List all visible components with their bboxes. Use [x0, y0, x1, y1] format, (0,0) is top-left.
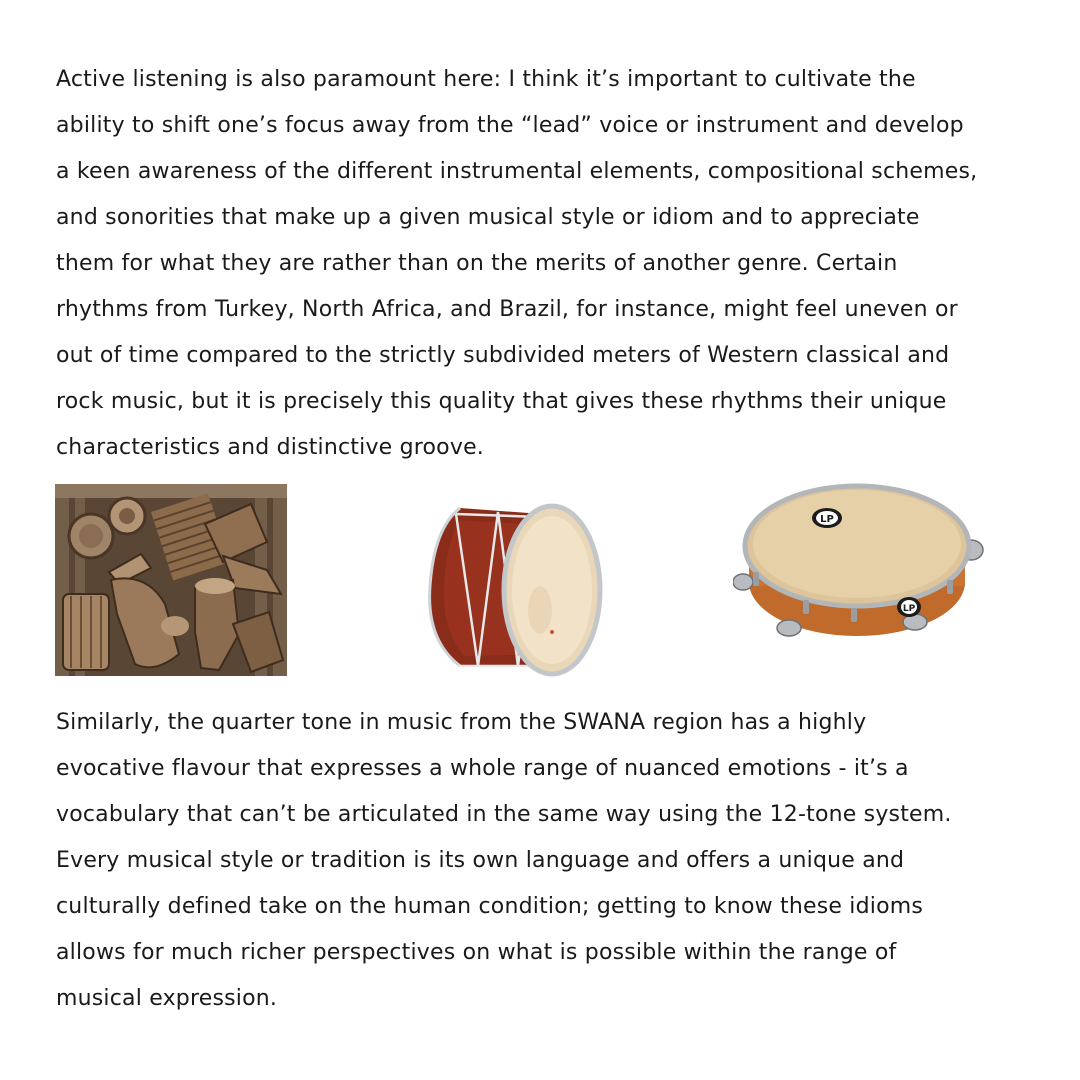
lp-logo: [812, 508, 842, 528]
text-line: allows for much richer perspectives on what is possible within the range of: [56, 940, 897, 965]
text-line: Every musical style or tradition is its own language and offers a unique and: [56, 848, 905, 873]
text-line: a keen awareness of the different instrumental elements, compositional schemes,: [56, 159, 978, 184]
text-line: vocabulary that can’t be articulated in the same way using the 12-tone system.: [56, 802, 952, 827]
lp-logo: [897, 597, 921, 617]
pandeiro-photo: [733, 482, 993, 647]
text-line: Similarly, the quarter tone in music from the SWANA region has a highly: [56, 710, 867, 735]
text-line: Active listening is also paramount here: I think it’s important to cultivate the: [56, 67, 916, 92]
text-line: ability to shift one’s focus away from the “lead” voice or instrument and develop: [56, 113, 964, 138]
text-line: out of time compared to the strictly subdivided meters of Western classical and: [56, 343, 950, 368]
text-line: evocative flavour that expresses a whole range of nuanced emotions - it’s a: [56, 756, 909, 781]
text-line: musical expression.: [56, 986, 278, 1011]
davul-drum-photo: [420, 490, 615, 680]
african-drums-photo: [55, 484, 287, 676]
text-line: culturally defined take on the human condition; getting to know these idioms: [56, 894, 924, 919]
instrument-photo-row: [0, 482, 1080, 682]
text-line: and sonorities that make up a given musical style or idiom and to appreciate: [56, 205, 920, 230]
svg-text:LP: LP: [902, 604, 916, 614]
text-line: rock music, but it is precisely this quality that gives these rhythms their unique: [56, 389, 947, 414]
text-line: them for what they are rather than on the merits of another genre. Certain: [56, 251, 898, 276]
svg-text:LP: LP: [820, 514, 834, 525]
paragraph-active-listening: [56, 57, 1036, 471]
paragraph-quarter-tone: [56, 700, 1036, 1022]
text-line: rhythms from Turkey, North Africa, and Brazil, for instance, might feel uneven or: [56, 297, 958, 322]
text-line: characteristics and distinctive groove.: [56, 435, 484, 460]
